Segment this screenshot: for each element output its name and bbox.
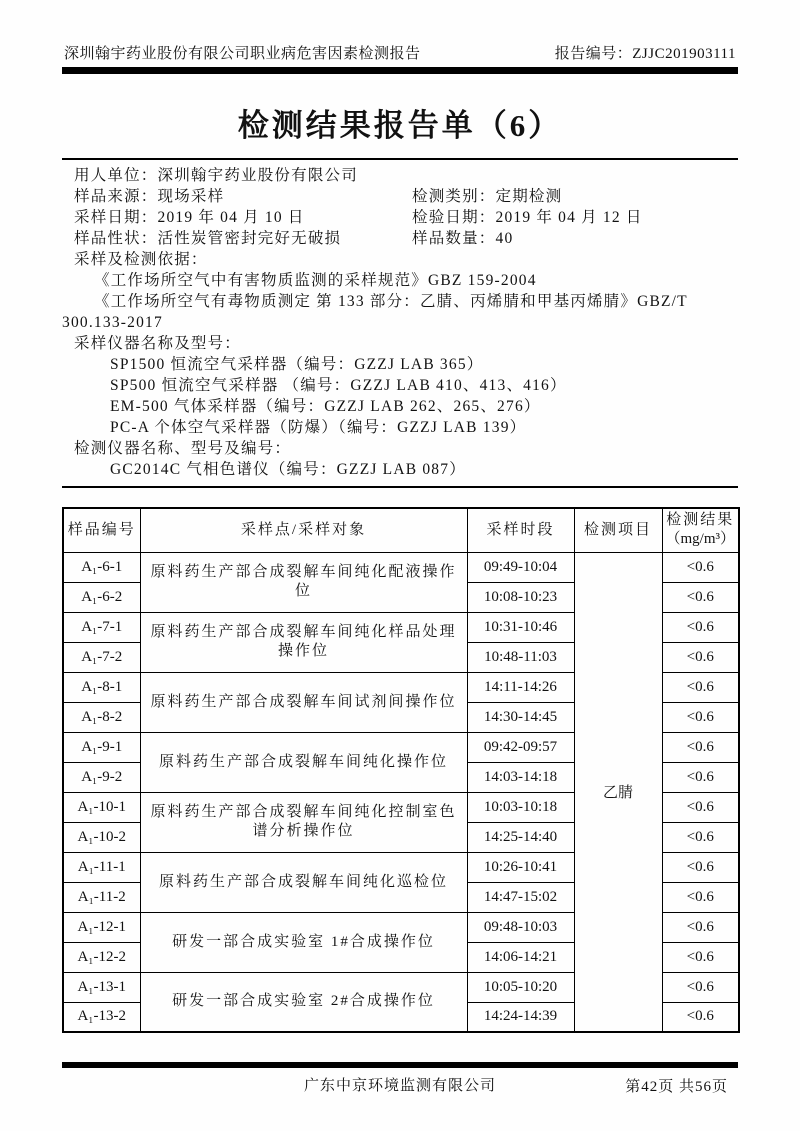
info-sample-count-label: 样品数量： xyxy=(412,230,496,247)
sample-id-cell: A₁-12-2 xyxy=(63,942,140,972)
time-cell: 14:24-14:39 xyxy=(467,1002,574,1032)
col-header-result-label: 检测结果 xyxy=(666,512,735,529)
info-sampler-item: EM-500 气体采样器（编号：GZZJ LAB 262、265、276） xyxy=(110,398,541,415)
info-inspection-date-label: 检验日期： xyxy=(412,209,496,226)
col-header-result-unit: （mg/m³） xyxy=(665,531,735,548)
result-cell: <0.6 xyxy=(662,582,739,612)
info-sample-count-value: 40 xyxy=(495,230,514,247)
info-sample-condition xyxy=(74,228,412,249)
footer-rule xyxy=(62,1062,738,1068)
sample-id-cell: A₁-11-2 xyxy=(63,882,140,912)
time-cell: 09:42-09:57 xyxy=(467,732,574,762)
time-cell: 14:03-14:18 xyxy=(467,762,574,792)
location-cell: 原料药生产部合成裂解车间纯化操作位 xyxy=(140,732,467,792)
info-sample-condition-label: 样品性状： xyxy=(74,230,158,247)
info-sample-condition-value: 活性炭管密封完好无破损 xyxy=(157,230,342,247)
sample-id-cell: A₁-9-1 xyxy=(63,732,140,762)
info-test-type-label: 检测类别： xyxy=(412,188,496,205)
location-cell: 原料药生产部合成裂解车间纯化配液操作位 xyxy=(140,552,467,612)
info-analyzer-heading: 检测仪器名称、型号及编号： xyxy=(74,440,292,457)
info-test-type xyxy=(412,186,562,207)
result-cell: <0.6 xyxy=(662,1002,739,1032)
report-header-title: 深圳翰宇药业股份有限公司职业病危害因素检测报告 xyxy=(64,46,421,62)
time-cell: 10:48-11:03 xyxy=(467,642,574,672)
header-rule xyxy=(62,67,738,74)
document-title: 检测结果报告单（6） xyxy=(237,108,563,143)
results-table-header xyxy=(63,508,739,552)
info-sample-source xyxy=(74,186,412,207)
info-sample-count xyxy=(412,228,513,249)
info-sampling-date-value: 2019 年 04 月 10 日 xyxy=(157,209,305,226)
col-header-analyte: 检测项目 xyxy=(574,508,662,552)
info-employer-label: 用人单位： xyxy=(74,167,158,184)
sample-id-cell: A₁-7-1 xyxy=(63,612,140,642)
col-header-time: 采样时段 xyxy=(467,508,574,552)
info-sampling-date-label: 采样日期： xyxy=(74,209,158,226)
info-row-dates xyxy=(62,207,738,228)
info-analyzer-item: GC2014C 气相色谱仪（编号：GZZJ LAB 087） xyxy=(110,461,466,478)
results-table xyxy=(62,507,740,1033)
info-sample-source-value: 现场采样 xyxy=(157,188,225,205)
page-footer xyxy=(62,1062,738,1095)
footer-company: 广东中京环境监测有限公司 xyxy=(303,1078,496,1094)
sample-id-cell: A₁-8-2 xyxy=(63,702,140,732)
time-cell: 14:06-14:21 xyxy=(467,942,574,972)
col-header-sample-id: 样品编号 xyxy=(63,508,140,552)
sample-id-cell: A₁-6-1 xyxy=(63,552,140,582)
result-cell: <0.6 xyxy=(662,672,739,702)
info-sampler-item: SP500 恒流空气采样器 （编号：GZZJ LAB 410、413、416） xyxy=(110,377,567,394)
time-cell: 14:47-15:02 xyxy=(467,882,574,912)
sample-id-cell: A₁-13-2 xyxy=(63,1002,140,1032)
table-row xyxy=(63,552,739,582)
info-basis-item: 《工作场所空气有毒物质测定 第 133 部分：乙腈、丙烯腈和甲基丙烯腈》GBZ/T 300.133-2017 xyxy=(62,293,688,331)
sample-id-cell: A₁-6-2 xyxy=(63,582,140,612)
time-cell: 10:26-10:41 xyxy=(467,852,574,882)
results-table-body xyxy=(63,552,739,1032)
sample-id-cell: A₁-12-1 xyxy=(63,912,140,942)
info-employer xyxy=(62,165,738,186)
info-sampler-heading: 采样仪器名称及型号： xyxy=(74,335,242,352)
info-basis-item: 《工作场所空气中有害物质监测的采样规范》GBZ 159-2004 xyxy=(94,272,537,289)
time-cell: 14:25-14:40 xyxy=(467,822,574,852)
result-cell: <0.6 xyxy=(662,732,739,762)
analyte-cell: 乙腈 xyxy=(574,552,662,1032)
sample-id-cell: A₁-9-2 xyxy=(63,762,140,792)
info-row-condition-count xyxy=(62,228,738,249)
sample-id-cell: A₁-10-2 xyxy=(63,822,140,852)
info-sampler-item: SP1500 恒流空气采样器（编号：GZZJ LAB 365） xyxy=(110,356,484,373)
info-test-type-value: 定期检测 xyxy=(495,188,563,205)
result-cell: <0.6 xyxy=(662,912,739,942)
col-header-result xyxy=(662,508,739,552)
time-cell: 09:49-10:04 xyxy=(467,552,574,582)
location-cell: 原料药生产部合成裂解车间纯化样品处理操作位 xyxy=(140,612,467,672)
page-header xyxy=(62,42,738,67)
time-cell: 14:11-14:26 xyxy=(467,672,574,702)
result-cell: <0.6 xyxy=(662,942,739,972)
sample-id-cell: A₁-7-2 xyxy=(63,642,140,672)
sample-id-cell: A₁-10-1 xyxy=(63,792,140,822)
sample-id-cell: A₁-8-1 xyxy=(63,672,140,702)
result-cell: <0.6 xyxy=(662,882,739,912)
result-cell: <0.6 xyxy=(662,642,739,672)
time-cell: 09:48-10:03 xyxy=(467,912,574,942)
result-cell: <0.6 xyxy=(662,762,739,792)
info-sample-source-label: 样品来源： xyxy=(74,188,158,205)
info-inspection-date-value: 2019 年 04 月 12 日 xyxy=(495,209,643,226)
result-cell: <0.6 xyxy=(662,702,739,732)
sample-id-cell: A₁-11-1 xyxy=(63,852,140,882)
location-cell: 研发一部合成实验室 2#合成操作位 xyxy=(140,972,467,1032)
report-number: 报告编号：ZJJC201903111 xyxy=(554,46,736,62)
result-cell: <0.6 xyxy=(662,852,739,882)
time-cell: 10:31-10:46 xyxy=(467,612,574,642)
sample-id-cell: A₁-13-1 xyxy=(63,972,140,1002)
time-cell: 10:05-10:20 xyxy=(467,972,574,1002)
result-cell: <0.6 xyxy=(662,792,739,822)
location-cell: 原料药生产部合成裂解车间纯化巡检位 xyxy=(140,852,467,912)
result-cell: <0.6 xyxy=(662,552,739,582)
info-sampling-date xyxy=(74,207,412,228)
time-cell: 10:08-10:23 xyxy=(467,582,574,612)
result-cell: <0.6 xyxy=(662,822,739,852)
time-cell: 14:30-14:45 xyxy=(467,702,574,732)
col-header-location: 采样点/采样对象 xyxy=(140,508,467,552)
time-cell: 10:03-10:18 xyxy=(467,792,574,822)
location-cell: 原料药生产部合成裂解车间纯化控制室色谱分析操作位 xyxy=(140,792,467,852)
footer-page-info: 第42页 共56页 xyxy=(625,1079,728,1095)
info-sampler-item: PC-A 个体空气采样器（防爆）（编号：GZZJ LAB 139） xyxy=(110,419,527,436)
info-row-source-type xyxy=(62,186,738,207)
info-basis-heading: 采样及检测依据： xyxy=(74,251,208,268)
result-cell: <0.6 xyxy=(662,972,739,1002)
header-row xyxy=(63,508,739,552)
info-inspection-date xyxy=(412,207,643,228)
location-cell: 研发一部合成实验室 1#合成操作位 xyxy=(140,912,467,972)
location-cell: 原料药生产部合成裂解车间试剂间操作位 xyxy=(140,672,467,732)
info-employer-value: 深圳翰宇药业股份有限公司 xyxy=(157,167,358,184)
info-section xyxy=(62,158,738,488)
result-cell: <0.6 xyxy=(662,612,739,642)
